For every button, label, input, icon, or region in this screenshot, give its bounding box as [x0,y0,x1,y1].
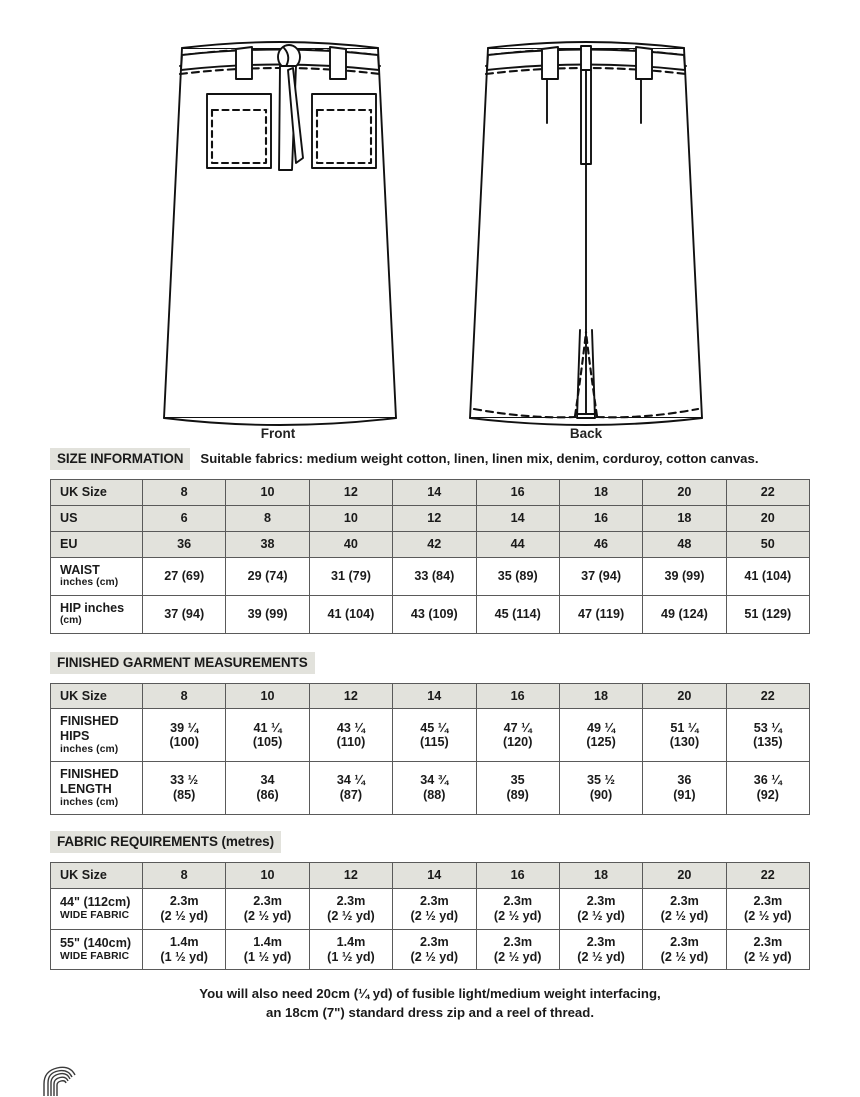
column-header-size-14: 14 [393,480,476,506]
column-header-uk-size: UK Size [51,683,143,709]
table-row [51,762,810,815]
value-cm: (86) [256,788,279,803]
value-yards: (2 ½ yd) [410,908,459,923]
cell-us-14: 12 [393,505,476,531]
value-yards: (2 ½ yd) [410,949,459,964]
cell-finished-hips-14 [393,709,476,762]
value-inches: 43 ¼ [336,720,365,735]
row-label-hip [51,595,143,633]
row-label-finished-hips-units: inches (cm) [60,744,119,756]
skirt-front-technical-drawing [164,42,396,425]
notions-note-line-2: an 18cm (7") standard dress zip and a reel of thread. [266,1005,594,1021]
value-yards: (2 ½ yd) [493,908,542,923]
row-label-55-inch-main: 55" (140cm) [60,936,132,951]
row-label-44-inch-main: 44" (112cm) [60,895,131,910]
cell-hip-10: 39 (99) [226,595,309,633]
cell-waist-12: 31 (79) [309,557,392,595]
column-header-size-14: 14 [393,863,476,889]
column-header-size-18: 18 [559,863,642,889]
row-label-finished-length-main: FINISHED LENGTH [60,767,119,797]
suitable-fabrics-note: Suitable fabrics: medium weight cotton, linen, linen mix, denim, corduroy, cotton canvas. [200,451,759,466]
column-header-size-12: 12 [309,683,392,709]
column-header-size-16: 16 [476,480,559,506]
value-inches: 45 ¼ [420,720,449,735]
cell-waist-22: 41 (104) [726,557,809,595]
row-label-hip-units: (cm) [60,615,82,627]
cell-44in-14 [393,889,476,930]
notions-note [50,985,810,1022]
value-metres: 2.3m [503,894,533,909]
value-metres: 2.3m [336,894,366,909]
column-header-size-12: 12 [309,863,392,889]
column-header-size-22: 22 [726,480,809,506]
value-inches: 35 ½ [587,773,616,788]
cell-55in-14 [393,929,476,970]
value-yards: (1 ½ yd) [243,949,292,964]
value-cm: (88) [423,788,446,803]
table-row [51,889,810,930]
table-header-row [51,863,810,889]
value-inches: 35 [510,773,525,788]
cell-finished-length-12 [309,762,392,815]
finished-garment-title: FINISHED GARMENT MEASUREMENTS [50,652,315,674]
row-label-hip-main: HIP inches [60,600,125,615]
value-yards: (2 ½ yd) [577,949,625,964]
fabric-requirements-header [50,831,810,853]
cell-eu-22: 50 [726,531,809,557]
skirt-back-technical-drawing [470,42,702,425]
value-metres: 2.3m [253,894,282,909]
column-header-size-10: 10 [226,683,309,709]
cell-us-18: 16 [559,505,642,531]
value-yards: (2 ½ yd) [160,908,208,923]
cell-hip-20: 49 (124) [643,595,726,633]
cell-waist-14: 33 (84) [393,557,476,595]
finished-garment-section [0,652,860,816]
cell-44in-16 [476,889,559,930]
cell-44in-18 [559,889,642,930]
column-header-uk-size: UK Size [51,480,143,506]
row-label-waist-units: inches (cm) [60,577,119,589]
finished-garment-table [50,683,810,816]
cell-44in-10 [226,889,309,930]
row-label-waist [51,557,143,595]
column-header-size-8: 8 [143,480,226,506]
table-row [51,531,810,557]
row-label-44-inch-fabric [51,889,143,930]
size-information-table [50,479,810,634]
value-metres: 1.4m [253,934,282,949]
row-label-55-inch-sub: WIDE FABRIC [60,950,130,962]
technical-drawings-panel [0,0,860,448]
cell-us-10: 8 [226,505,309,531]
cell-waist-8: 27 (69) [143,557,226,595]
back-view-caption: Back [569,426,603,441]
value-yards: (2 ½ yd) [744,949,792,964]
column-header-size-22: 22 [726,683,809,709]
value-metres: 1.4m [169,934,199,949]
table-header-row [51,683,810,709]
value-inches: 41 ¼ [253,720,282,735]
value-cm: (125) [586,735,616,750]
cell-finished-length-18 [559,762,642,815]
column-header-size-20: 20 [643,683,726,709]
value-inches: 34 ¾ [420,773,449,788]
cell-eu-20: 48 [643,531,726,557]
column-header-size-8: 8 [143,683,226,709]
value-metres: 2.3m [753,934,783,949]
cell-finished-length-10 [226,762,309,815]
value-metres: 2.3m [419,894,449,909]
brand-logo-icon [42,1063,94,1097]
value-cm: (90) [589,788,613,803]
value-metres: 2.3m [419,934,449,949]
column-header-size-14: 14 [393,683,476,709]
cell-55in-8 [143,929,226,970]
table-row [51,557,810,595]
cell-55in-12 [309,929,392,970]
value-yards: (2 ½ yd) [660,908,709,923]
cell-us-20: 18 [643,505,726,531]
value-cm: (100) [169,735,199,750]
table-row [51,929,810,970]
cell-finished-hips-12 [309,709,392,762]
value-inches: 49 ¼ [587,720,616,735]
value-cm: (92) [756,788,780,803]
value-yards: (2 ½ yd) [493,949,542,964]
cell-finished-length-22 [726,762,809,815]
size-information-title: SIZE INFORMATION [50,448,190,470]
column-header-size-16: 16 [476,683,559,709]
fabric-requirements-title: FABRIC REQUIREMENTS (metres) [50,831,281,853]
cell-eu-14: 42 [393,531,476,557]
row-label-waist-main: WAIST [60,562,100,577]
value-metres: 2.3m [503,934,533,949]
value-yards: (1 ½ yd) [160,949,208,964]
cell-55in-10 [226,929,309,970]
row-label-finished-hips-main: FINISHED HIPS [60,714,119,744]
value-cm: (130) [669,735,700,750]
table-row [51,595,810,633]
value-yards: (2 ½ yd) [577,908,625,923]
cell-hip-14: 43 (109) [393,595,476,633]
value-cm: (115) [419,735,449,750]
value-cm: (105) [252,735,283,750]
row-label-us: US [51,505,143,531]
cell-hip-16: 45 (114) [476,595,559,633]
cell-us-8: 6 [143,505,226,531]
column-header-size-8: 8 [143,863,226,889]
value-metres: 2.3m [169,894,199,909]
technical-drawings-svg [0,0,860,448]
value-cm: (91) [673,788,696,803]
value-yards: (2 ½ yd) [327,908,375,923]
value-inches: 34 [260,773,275,788]
value-cm: (110) [336,735,366,750]
cell-44in-22 [726,889,809,930]
cell-44in-12 [309,889,392,930]
cell-eu-10: 38 [226,531,309,557]
value-yards: (1 ½ yd) [327,949,375,964]
value-metres: 2.3m [670,934,699,949]
value-metres: 2.3m [753,894,783,909]
fabric-requirements-section [0,831,860,1023]
value-cm: (89) [506,788,529,803]
cell-finished-hips-22 [726,709,809,762]
table-row [51,709,810,762]
cell-eu-16: 44 [476,531,559,557]
brand-logo [42,1063,94,1097]
cell-finished-hips-8 [143,709,226,762]
value-cm: (135) [753,735,783,750]
fabric-requirements-table [50,862,810,970]
value-metres: 1.4m [336,934,366,949]
value-inches: 34 ¼ [336,773,365,788]
cell-finished-length-8 [143,762,226,815]
cell-hip-18: 47 (119) [559,595,642,633]
cell-waist-18: 37 (94) [559,557,642,595]
row-label-finished-length-units: inches (cm) [60,797,119,809]
row-label-55-inch-fabric [51,929,143,970]
value-yards: (2 ½ yd) [660,949,709,964]
cell-eu-18: 46 [559,531,642,557]
cell-us-16: 14 [476,505,559,531]
cell-finished-hips-18 [559,709,642,762]
value-metres: 2.3m [670,894,699,909]
cell-hip-12: 41 (104) [309,595,392,633]
value-metres: 2.3m [586,934,616,949]
column-header-size-18: 18 [559,683,642,709]
front-view-caption: Front [260,426,296,441]
cell-us-22: 20 [726,505,809,531]
column-header-size-12: 12 [309,480,392,506]
row-label-finished-length [51,762,143,815]
value-inches: 36 ¼ [753,773,782,788]
cell-finished-hips-10 [226,709,309,762]
value-inches: 47 ¼ [503,720,532,735]
cell-eu-12: 40 [309,531,392,557]
row-label-44-inch-sub: WIDE FABRIC [60,910,130,922]
cell-55in-20 [643,929,726,970]
value-yards: (2 ½ yd) [744,908,792,923]
cell-finished-length-14 [393,762,476,815]
cell-55in-22 [726,929,809,970]
cell-55in-16 [476,929,559,970]
value-inches: 53 ¼ [753,720,782,735]
cell-55in-18 [559,929,642,970]
notions-note-line-1: You will also need 20cm (¼ yd) of fusible light/medium weight interfacing, [199,986,661,1002]
table-row [51,505,810,531]
column-header-uk-size: UK Size [51,863,143,889]
column-header-size-22: 22 [726,863,809,889]
column-header-size-16: 16 [476,863,559,889]
cell-waist-10: 29 (74) [226,557,309,595]
cell-44in-20 [643,889,726,930]
row-label-finished-hips [51,709,143,762]
cell-finished-length-20 [643,762,726,815]
value-cm: (85) [172,788,196,803]
column-header-size-20: 20 [643,480,726,506]
cell-finished-length-16 [476,762,559,815]
column-header-size-18: 18 [559,480,642,506]
value-metres: 2.3m [586,894,616,909]
value-cm: (120) [502,735,533,750]
cell-hip-22: 51 (129) [726,595,809,633]
cell-finished-hips-16 [476,709,559,762]
cell-finished-hips-20 [643,709,726,762]
cell-us-12: 10 [309,505,392,531]
value-inches: 36 [677,773,692,788]
cell-waist-16: 35 (89) [476,557,559,595]
size-information-header [50,448,810,470]
column-header-size-10: 10 [226,863,309,889]
value-inches: 39 ¼ [170,720,199,735]
cell-eu-8: 36 [143,531,226,557]
column-header-size-20: 20 [643,863,726,889]
value-yards: (2 ½ yd) [243,908,292,923]
table-header-row [51,480,810,506]
column-header-size-10: 10 [226,480,309,506]
finished-garment-header [50,652,810,674]
cell-waist-20: 39 (99) [643,557,726,595]
cell-44in-8 [143,889,226,930]
cell-hip-8: 37 (94) [143,595,226,633]
value-cm: (87) [339,788,363,803]
row-label-eu: EU [51,531,143,557]
size-information-section [0,448,860,634]
value-inches: 51 ¼ [670,720,699,735]
value-inches: 33 ½ [170,773,199,788]
